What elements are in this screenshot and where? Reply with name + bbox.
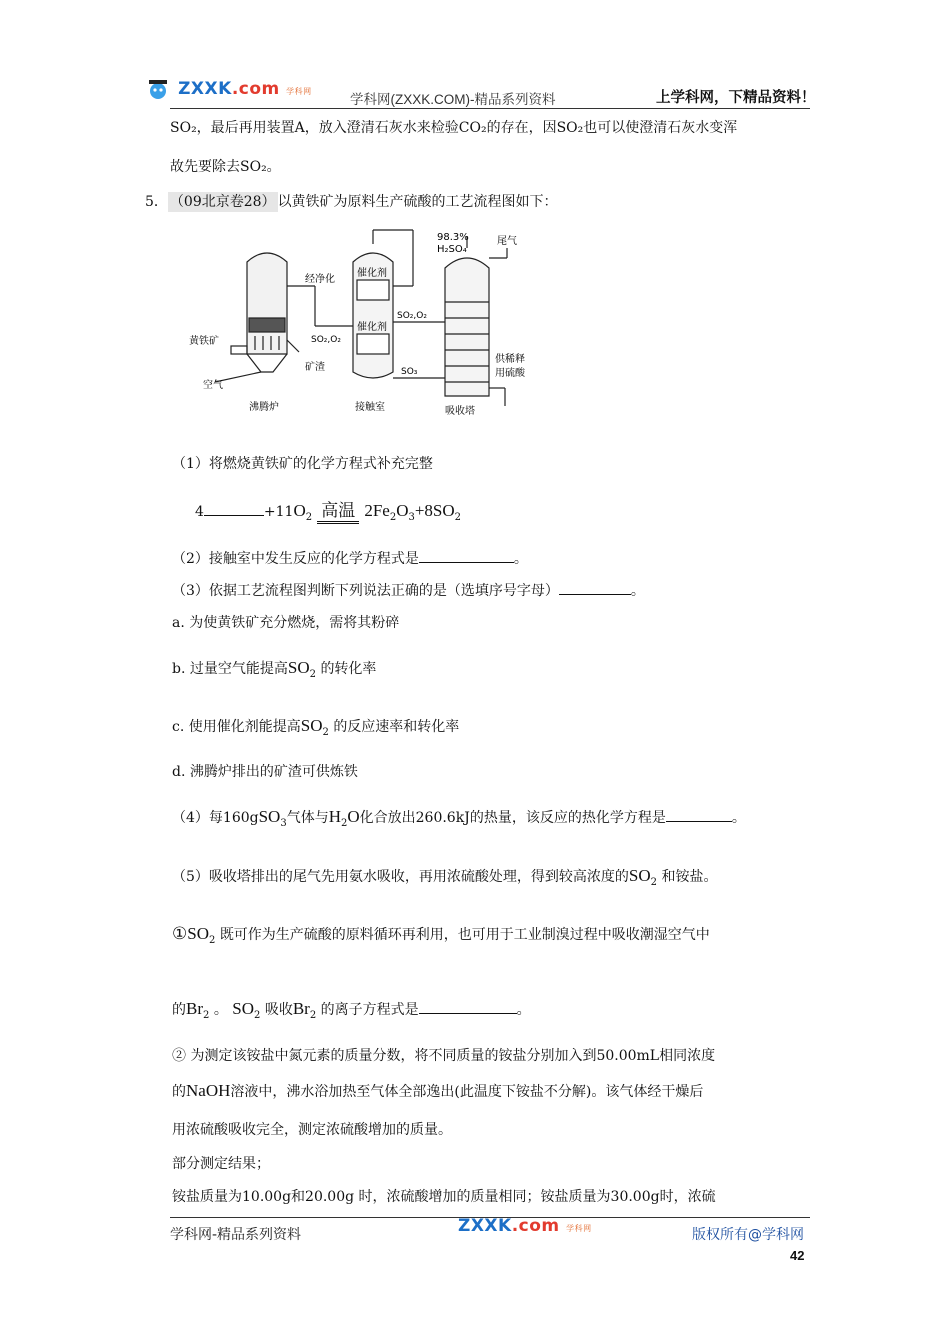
label-acid-concentration: 98.3%: [437, 232, 469, 243]
q1-equation: $4 +11O_2$ 高温 $2Fe_2O_3+8SO_2$: [195, 496, 461, 524]
q3-option-a: a. 为使黄铁矿充分燃烧，需将其粉碎: [172, 615, 400, 631]
q3-line: （3）依据工艺流程图判断下列说法正确的是（选填序号字母） 。: [172, 580, 645, 601]
label-catalyst-top: 催化剂: [357, 268, 387, 279]
label-dilute-1: 供稀释: [495, 354, 525, 365]
q4-blank[interactable]: [666, 807, 732, 822]
contact-chamber: [315, 230, 445, 378]
label-purify: 经净化: [305, 274, 335, 285]
label-so2-o2-left: SO₂,O₂: [311, 335, 341, 345]
footer-copyright: 版权所有@学科网: [692, 1227, 804, 1243]
q5-part2-line1: ② 为测定该铵盐中氮元素的质量分数，将不同质量的铵盐分别加入到50.00mL相同浓度: [172, 1048, 716, 1064]
q1-condition: 高温: [317, 496, 359, 524]
header-slogan: 上学科网，下精品资料！: [656, 90, 816, 106]
header-logo: [145, 76, 312, 102]
q1-label: （1）将燃烧黄铁矿的化学方程式补充完整: [172, 456, 433, 472]
q5-part2-line5: 铵盐质量为10.00g和20.00g 时，浓硫酸增加的质量相同；铵盐质量为30.00g时，浓硫: [172, 1189, 716, 1205]
intro-line-1: SO₂，最后再用装置A，放入澄清石灰水来检验CO₂的存在，因SO₂也可以使澄清石灰水变浑: [170, 120, 738, 136]
label-pyrite: 黄铁矿: [189, 336, 219, 347]
q5-part1-line1: $①SO_2$ 既可作为生产硫酸的原料循环再利用，也可用于工业制溴过程中吸收潮湿空气中: [172, 924, 710, 946]
label-so3: SO₃: [401, 367, 418, 377]
q5-part2-line4: 部分测定结果；: [172, 1156, 270, 1172]
page-number: 42: [790, 1248, 805, 1263]
question-5-stem: [145, 192, 558, 212]
header-rule: [170, 108, 810, 109]
q5-part1-line2: 的$Br_2$ 。 $SO_2$ 吸收$Br_2$ 的离子方程式是 。: [172, 999, 531, 1021]
label-acid-formula: H₂SO₄: [437, 244, 467, 255]
logo-text: ZXXK.com 学科网: [178, 78, 312, 99]
question-text: 以黄铁矿为原料生产硫酸的工艺流程图如下：: [277, 194, 558, 210]
q3-option-d: d. 沸腾炉排出的矿渣可供炼铁: [172, 764, 358, 780]
label-dilute-2: 用硫酸: [495, 368, 525, 379]
q3-blank[interactable]: [559, 580, 631, 595]
mascot-icon: [145, 76, 173, 102]
q2-blank[interactable]: [419, 548, 514, 563]
q5-part1-blank[interactable]: [419, 999, 517, 1014]
intro-line-2: 故先要除去SO₂。: [170, 159, 281, 175]
q5-part2-line2: 的NaOH溶液中，沸水浴加热至气体全部逸出(此温度下铵盐不分解)。该气体经干燥后: [172, 1081, 704, 1100]
boiling-furnace: [215, 253, 315, 382]
label-air: 空气: [203, 380, 223, 391]
q3-option-b: b. 过量空气能提高$SO_2$ 的转化率: [172, 658, 377, 680]
label-contact-chamber: 接触室: [355, 402, 385, 413]
label-catalyst-bottom: 催化剂: [357, 322, 387, 333]
question-number: 5．: [145, 194, 168, 210]
header-center-text: 学科网(ZXXK.COM)-精品系列资料: [350, 92, 556, 107]
question-source: （09北京卷28）: [169, 194, 276, 210]
q3-option-c: c. 使用催化剂能提高$SO_2$ 的反应速率和转化率: [172, 716, 460, 738]
q5-part2-line3: 用浓硫酸吸收完全，测定浓硫酸增加的质量。: [172, 1122, 452, 1138]
q4-line: （4）每160gSO$_3$气体与$H_2O$化合放出260.6kJ的热量，该反应的热化学方程是 。: [172, 807, 746, 829]
label-absorber: 吸收塔: [445, 406, 475, 417]
footer-left: 学科网-精品系列资料: [170, 1227, 302, 1243]
footer-logo: ZXXK.com 学科网: [458, 1216, 592, 1236]
label-furnace: 沸腾炉: [249, 402, 279, 413]
q2-line: （2）接触室中发生反应的化学方程式是 。: [172, 548, 528, 569]
label-tail-gas: 尾气: [497, 236, 517, 247]
q1-blank[interactable]: [204, 501, 264, 516]
process-flow-diagram: [175, 222, 575, 422]
q5-line: （5）吸收塔排出的尾气先用氨水吸收，再用浓硫酸处理，得到较高浓度的$SO_2$ 和铵盐。: [172, 866, 718, 888]
label-so2-o2-right: SO₂,O₂: [397, 311, 427, 321]
absorption-tower: [445, 236, 507, 406]
label-slag: 矿渣: [305, 362, 325, 373]
